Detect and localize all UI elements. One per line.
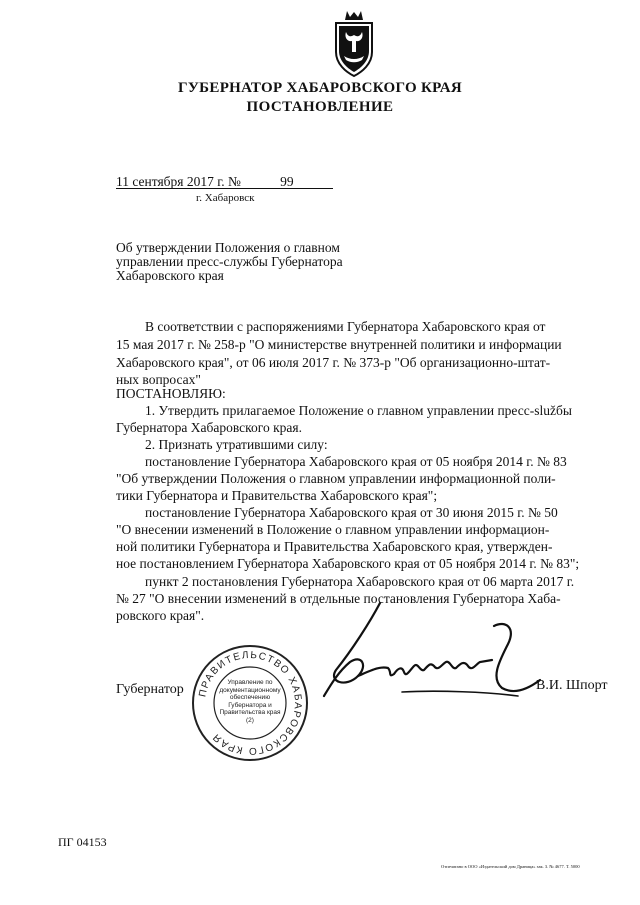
body-line: № 27 "О внесении изменений в отдельные постановления Губернатора Хаба- (116, 591, 561, 606)
document-number: 99 (241, 175, 333, 189)
document-type-heading: ПОСТАНОВЛЕНИЕ (246, 99, 394, 115)
body-line: 15 мая 2017 г. № 258-р "О министерстве внутренней политики и информации (116, 337, 562, 352)
handwritten-signature (318, 600, 548, 710)
signatory-name: В.И. Шпорт (536, 678, 608, 693)
body-line: В соответствии с распоряжениями Губернатора Хабаровского края от (145, 319, 546, 334)
body-line: ное постановлением Губернатора Хабаровского края от 05 ноября 2014 г. № 83"; (116, 556, 580, 571)
document-subject: Об утверждении Положения о главном управлении пресс-службы Губернатора Хабаровского края (116, 240, 343, 283)
body-line: ной политики Губернатора и Правительства Хабаровского края, утвержден- (116, 539, 553, 554)
body-line: 2. Признать утратившими силу: (145, 437, 328, 452)
body-line: "О внесении изменений в Положение о главном управлении информацион- (116, 522, 550, 537)
body-line: 1. Утвердить прилагаемое Положение о главном управлении пресс-služбы (145, 403, 572, 418)
body-line: Губернатора Хабаровского края. (116, 420, 302, 435)
printer-imprint: Отпечатано в ООО «Издательский дом Драница» зак. 3. № 4677. Т. 5000 (441, 864, 580, 869)
official-stamp (190, 643, 310, 763)
stamp-ring-text: ПРАВИТЕЛЬСТВО ХАБАРОВСКОГО КРАЯ (197, 649, 304, 757)
issuer-heading: ГУБЕРНАТОР ХАБАРОВСКОГО КРАЯ (178, 80, 462, 96)
body-line: "Об утверждении Положения о главном управлении информационной поли- (116, 471, 556, 486)
body-line: ПОСТАНОВЛЯЮ: (116, 386, 226, 401)
signatory-position: Губернатор (116, 682, 184, 697)
document-date: 11 сентября 2017 г. № (116, 174, 241, 189)
body-line: ровского края". (116, 608, 205, 623)
date-number-line (116, 174, 333, 190)
body-line: ных вопросах" (116, 372, 201, 387)
body-line: Хабаровского края", от 06 июля 2017 г. № 373-р "Об организационно-штат- (116, 355, 551, 370)
body-line: тики Губернатора и Правительства Хабаровского края"; (116, 488, 438, 503)
body-line: постановление Губернатора Хабаровского края от 05 ноября 2014 г. № 83 (145, 454, 567, 469)
document-city: г. Хабаровск (196, 192, 255, 204)
coat-of-arms-emblem (330, 8, 378, 78)
form-code: ПГ 04153 (58, 835, 107, 849)
body-line: пункт 2 постановления Губернатора Хабаровского края от 06 марта 2017 г. (145, 574, 575, 589)
stamp-center-text: Управление по документационному обеспечению Губернатора и Правительства края (2) (219, 679, 281, 724)
body-line: постановление Губернатора Хабаровского края от 30 июня 2015 г. № 50 (145, 505, 558, 520)
